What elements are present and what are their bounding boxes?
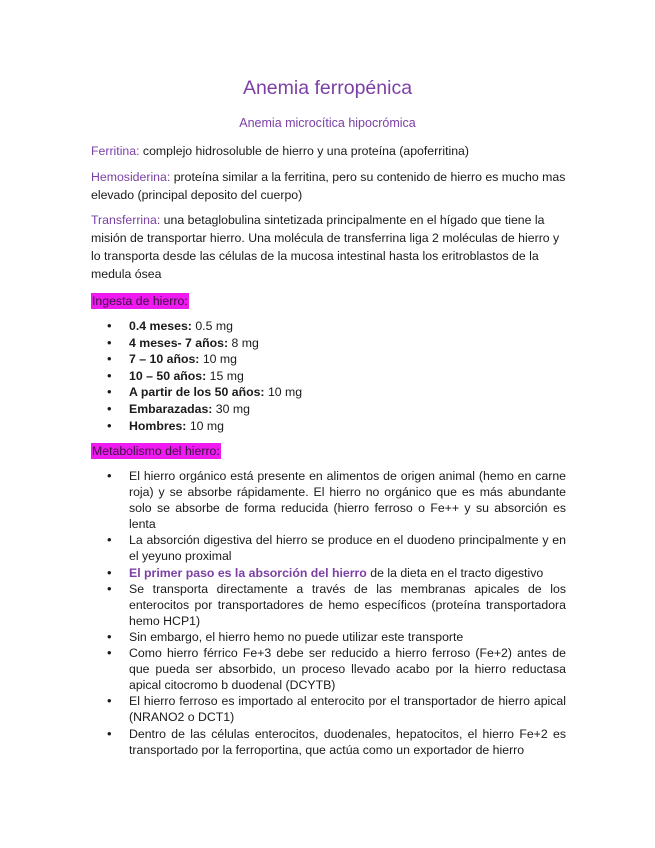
intake-label: 4 meses- 7 años:: [129, 335, 229, 350]
list-item: [91, 565, 566, 581]
intake-label: A partir de los 50 años:: [129, 385, 265, 400]
intake-label: 10 – 50 años:: [129, 368, 207, 383]
list-item: [91, 401, 566, 418]
list-item: [91, 351, 566, 368]
intake-heading: Ingesta de hierro:: [92, 294, 188, 308]
page-title: Anemia ferropénica: [242, 77, 413, 99]
list-item: [91, 384, 566, 401]
list-item: • El hierro orgánico está presente en alimentos de origen animal (hemo en carne roja) y se absorbe rápidamente. El hierro no orgánico que es más abundante solo se absorbe de forma reducida (hierro ferroso o Fe++ y su absorción es lenta: [91, 468, 566, 532]
list-item: • La absorción digestiva del hierro se produce en el duodeno principalmente y en el yeyuno proximal: [91, 532, 566, 564]
definition-transferrina: [91, 211, 566, 283]
definition-term: Ferritina:: [91, 144, 140, 158]
intake-value: 10 mg: [264, 385, 303, 400]
metabolism-heading: Metabolismo del hierro:: [92, 444, 220, 458]
intake-value: 15 mg: [206, 368, 244, 383]
definition-ferritina: [91, 142, 566, 160]
intake-label: Hombres:: [129, 418, 187, 433]
intake-list: [91, 318, 566, 434]
highlight-lead: El primer paso es la absorción del hierro: [129, 565, 367, 580]
intake-value: 10 mg: [186, 418, 224, 433]
list-item: [91, 318, 566, 335]
definition-hemosiderina: [91, 168, 566, 204]
definition-text: proteína similar a la ferritina, pero su contenido de hierro es mucho mas elevado (principal deposito del cuerpo): [91, 170, 566, 202]
list-item: • Se transporta directamente a través de las membranas apicales de los enterocitos por transportadores de hemo específicos (proteína transportadora hemo HCP1): [91, 581, 566, 629]
list-item: • Dentro de las células enterocitos, duodenales, hepatocitos, el hierro Fe+2 es transportado por la ferroportina, que actúa como un exportador de hierro: [91, 726, 566, 758]
definition-text: una betaglobulina sintetizada principalmente en el hígado que tiene la misión de transportar hierro. Una molécula de transferrina liga 2 moléculas de hierro y lo transporta desde las células de la mucosa intestinal hasta los eritroblastos de la medula ósea: [91, 213, 560, 281]
list-item-text: de la dieta en el tracto digestivo: [366, 565, 544, 580]
list-item: • Sin embargo, el hierro hemo no puede utilizar este transporte: [91, 629, 566, 645]
list-item: [91, 418, 566, 435]
intake-label: 7 – 10 años:: [129, 352, 200, 367]
list-item: [91, 368, 566, 385]
intake-value: 10 mg: [199, 352, 237, 367]
list-item: • Como hierro férrico Fe+3 debe ser reducido a hierro ferroso (Fe+2) antes de que pueda ser absorbido, un proceso llevado acabo por la hierro reductasa apical citocromo b duodenal (DCYTB): [91, 645, 566, 693]
intake-label: 0.4 meses:: [129, 319, 192, 333]
definition-term: Transferrina:: [91, 213, 161, 227]
intake-value: 30 mg: [212, 401, 250, 416]
intake-value: 8 mg: [228, 335, 259, 350]
definition-text: complejo hidrosoluble de hierro y una proteína (apoferritina): [139, 144, 469, 158]
metabolism-list: [91, 468, 566, 758]
intake-value: 0.5 mg: [191, 319, 233, 333]
list-item: [91, 335, 566, 352]
intake-label: Embarazadas:: [129, 401, 213, 416]
definition-term: Hemosiderina:: [91, 170, 171, 184]
page-subtitle: Anemia microcítica hipocrómica: [239, 116, 416, 130]
list-item: • El hierro ferroso es importado al enterocito por el transportador de hierro apical (NRANO2 o DCT1): [91, 693, 566, 725]
